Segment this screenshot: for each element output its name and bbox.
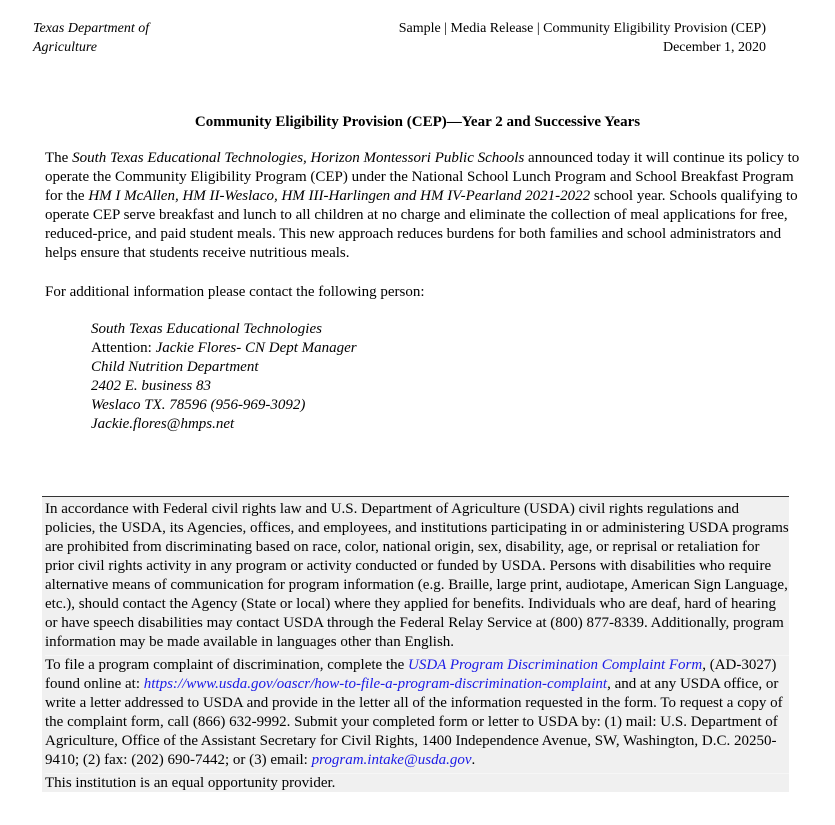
contact-organization: South Texas Educational Technologies bbox=[91, 321, 322, 337]
civil-rights-paragraph: In accordance with Federal civil rights law and U.S. Department of Agriculture (USDA) civil rights regulations and policies, the USDA, its Agencies, offices, and employees, and institutions participating in or administering USDA programs are prohibited from discriminating based on race, color, national origin, sex, disability, age, or reprisal or retaliation for prior civil rights activity in any program or activity conducted or funded by USDA. Persons with disabilities who require alternative means of communication for program information (e.g. Braille, large print, audiotape, American Sign Language, etc.), should contact the Agency (State or local) where they applied for benefits. Individuals who are deaf, hard of hearing or have speech disabilities may contact USDA through the Federal Relay Service at (800) 877-8339. Additionally, program information may be made available in languages other than English. bbox=[45, 501, 789, 650]
contact-block bbox=[91, 320, 357, 434]
header-organization bbox=[33, 19, 149, 57]
body-text: The bbox=[45, 150, 73, 166]
contact-department: Child Nutrition Department bbox=[91, 359, 259, 375]
header-org-line1: Texas Department of bbox=[33, 21, 150, 36]
header-org-line2: Agriculture bbox=[33, 40, 98, 55]
body-text: announced today it will continue its policy to operate the Community Eligibility Program (CEP) under the National School Lunch Program and School Breakfast Program for the bbox=[45, 150, 800, 204]
complaint-text: . bbox=[471, 752, 476, 768]
contact-city-phone: Weslaco TX. 78596 (956-969-3092) bbox=[91, 397, 306, 413]
attention-label: Attention: bbox=[91, 340, 156, 356]
school-list: HM I McAllen, HM II-Weslaco, HM III-Harlingen and HM IV-Pearland 2021-2022 bbox=[88, 188, 591, 204]
nondiscrimination-statement bbox=[42, 496, 789, 792]
header-doc-label: Sample | Media Release | Community Eligibility Provision (CEP) bbox=[398, 21, 766, 36]
body-text: school year. Schools qualifying to operate CEP serve breakfast and lunch to all children at no charge and eliminate the collection of meal applications for free, reduced-price, and paid student meals. This new approach reduces burdens for both families and school administrators and helps ensure that students receive nutritious meals. bbox=[45, 188, 798, 261]
contact-intro: For additional information please contact the following person: bbox=[45, 284, 425, 300]
complaint-text: , and at any USDA office, or write a letter addressed to USDA and provide in the letter all of the information requested in the form. To request a copy of the complaint form, call (866) 632-9992. Submit your completed form or letter to USDA by: (1) mail: U.S. Department of Agriculture, Office of the Assistant Secretary for Civil Rights, 1400 Independence Avenue, SW, Washington, D.C. 20250-9410; (2) fax: (202) 690-7442; or (3) email: bbox=[45, 676, 783, 768]
complaint-text: To file a program complaint of discrimination, complete the bbox=[45, 657, 409, 673]
complaint-form-link[interactable]: USDA Program Discrimination Complaint Form bbox=[408, 657, 703, 673]
header-date: December 1, 2020 bbox=[662, 40, 766, 55]
contact-attention bbox=[91, 339, 357, 358]
header-document-info bbox=[399, 19, 766, 57]
complaint-paragraph bbox=[45, 655, 789, 770]
complaint-text: , (AD-3027) found online at: bbox=[45, 657, 777, 692]
attention-name: Jackie Flores- CN Dept Manager bbox=[155, 340, 357, 356]
organization-name: South Texas Educational Technologies, Horizon Montessori Public Schools bbox=[72, 150, 525, 166]
contact-address: 2402 E. business 83 bbox=[91, 378, 211, 394]
complaint-url-link[interactable]: https://www.usda.gov/oascr/how-to-file-a-program-discrimination-complaint bbox=[143, 676, 608, 692]
equal-opportunity-statement: This institution is an equal opportunity provider. bbox=[45, 773, 789, 793]
contact-email: Jackie.flores@hmps.net bbox=[91, 416, 235, 432]
email-link[interactable]: program.intake@usda.gov bbox=[311, 752, 472, 768]
announcement-paragraph bbox=[45, 149, 805, 263]
page-title: Community Eligibility Provision (CEP)—Year 2 and Successive Years bbox=[194, 114, 641, 130]
